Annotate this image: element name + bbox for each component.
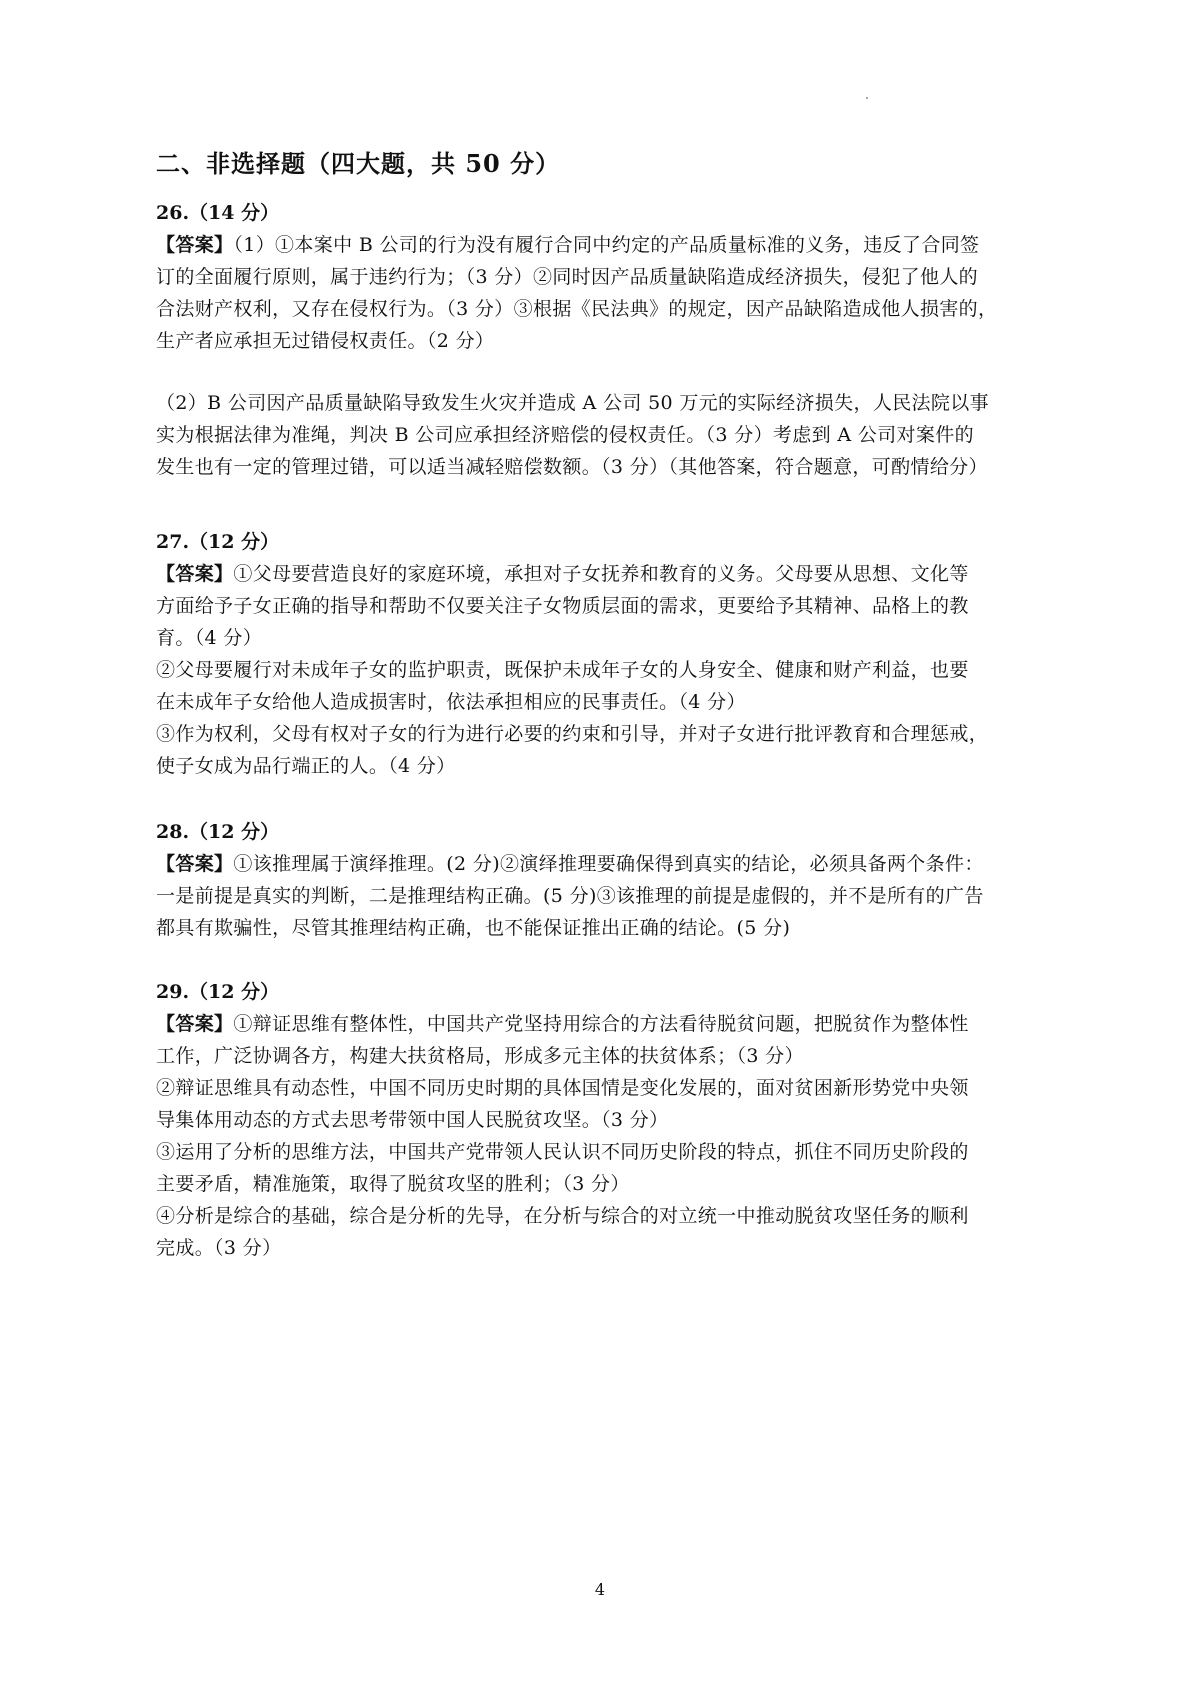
- question-26: [156, 197, 1056, 483]
- question-header: 26.（14 分）: [156, 202, 280, 224]
- answer-tag: 【答案】: [156, 853, 234, 875]
- answer-line: ④分析是综合的基础，综合是分析的先导，在分析与综合的对立统一中推动脱贫攻坚任务的顺利: [156, 1205, 969, 1227]
- speck-mark: [866, 97, 868, 99]
- answer-line: 在未成年子女给他人造成损害时，依法承担相应的民事责任。（4 分）: [156, 691, 746, 713]
- question-27: [156, 526, 1056, 782]
- answer-line: （2）B 公司因产品质量缺陷导致发生火灾并造成 A 公司 50 万元的实际经济损失，人民法院以事: [156, 392, 989, 414]
- answer-line: 一是前提是真实的判断，二是推理结构正确。(5 分)③该推理的前提是虚假的，并不是所有的广告: [156, 885, 984, 907]
- answer-line: 完成。（3 分）: [156, 1237, 282, 1259]
- question-header: 27.（12 分）: [156, 531, 280, 553]
- answer-line: 【答案】（1）①本案中 B 公司的行为没有履行合同中约定的产品质量标准的义务，违反了合同签: [156, 234, 980, 256]
- answer-tag: 【答案】: [156, 563, 234, 585]
- answer-line: 发生也有一定的管理过错，可以适当减轻赔偿数额。（3 分）（其他答案，符合题意，可酌情给分）: [156, 456, 988, 478]
- answer-line: 订的全面履行原则，属于违约行为；（3 分）②同时因产品质量缺陷造成经济损失，侵犯了他人的: [156, 266, 979, 288]
- answer-tag: 【答案】: [156, 234, 234, 256]
- question-28: [156, 816, 1056, 944]
- page-number: 4: [594, 1580, 606, 1599]
- answer-line: 育。（4 分）: [156, 627, 263, 649]
- answer-tag: 【答案】: [156, 1013, 234, 1035]
- answer-line: ②辩证思维具有动态性，中国不同历史时期的具体国情是变化发展的，面对贫困新形势党中央领: [156, 1077, 969, 1099]
- question-header: 28.（12 分）: [156, 821, 280, 843]
- answer-line: 工作，广泛协调各方，构建大扶贫格局，形成多元主体的扶贫体系；（3 分）: [156, 1045, 804, 1067]
- answer-line: 生产者应承担无过错侵权责任。（2 分）: [156, 330, 495, 352]
- answer-line: ③运用了分析的思维方法，中国共产党带领人民认识不同历史阶段的特点，抓住不同历史阶段的: [156, 1141, 969, 1163]
- answer-line: 都具有欺骗性，尽管其推理结构正确，也不能保证推出正确的结论。(5 分): [156, 917, 791, 939]
- answer-line: 【答案】①该推理属于演绎推理。(2 分)②演绎推理要确保得到真实的结论，必须具备两个条件：: [156, 853, 984, 875]
- question-header: 29.（12 分）: [156, 981, 280, 1003]
- section-title: 二、非选择题（四大题，共 50 分）: [156, 149, 561, 178]
- answer-line: 【答案】①父母要营造良好的家庭环境，承担对子女抚养和教育的义务。父母要从思想、文化等: [156, 563, 969, 585]
- answer-line: 导集体用动态的方式去思考带领中国人民脱贫攻坚。（3 分）: [156, 1109, 669, 1131]
- answer-line: ③作为权利，父母有权对子女的行为进行必要的约束和引导，并对子女进行批评教育和合理惩戒，: [156, 723, 989, 745]
- answer-line: 方面给予子女正确的指导和帮助不仅要关注子女物质层面的需求，更要给予其精神、品格上的教: [156, 595, 969, 617]
- answer-line: 使子女成为品行端正的人。（4 分）: [156, 755, 456, 777]
- answer-line: 实为根据法律为准绳，判决 B 公司应承担经济赔偿的侵权责任。（3 分）考虑到 A 公司对案件的: [156, 424, 974, 446]
- answer-line: 合法财产权利，又存在侵权行为。（3 分）③根据《民法典》的规定，因产品缺陷造成他人损害的，: [156, 298, 998, 320]
- question-29: [156, 976, 1056, 1264]
- answer-line: 【答案】①辩证思维有整体性，中国共产党坚持用综合的方法看待脱贫问题，把脱贫作为整体性: [156, 1013, 969, 1035]
- answer-line: 主要矛盾，精准施策，取得了脱贫攻坚的胜利；（3 分）: [156, 1173, 630, 1195]
- answer-line: ②父母要履行对未成年子女的监护职责，既保护未成年子女的人身安全、健康和财产利益，也要: [156, 659, 969, 681]
